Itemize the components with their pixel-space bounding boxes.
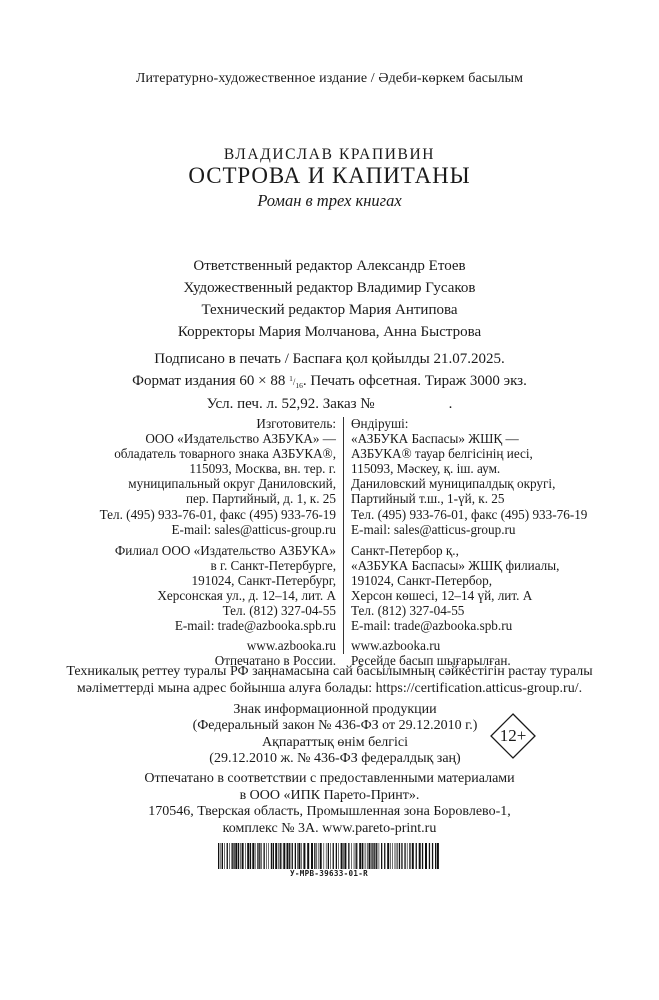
- barcode-bar: [297, 843, 298, 869]
- branch-line: Тел. (812) 327-04-55: [351, 603, 465, 619]
- credit-line: Ответственный редактор Александр Етоев: [193, 258, 466, 274]
- barcode-bar: [419, 843, 421, 869]
- barcode-bar: [221, 843, 222, 869]
- print-info: [0, 350, 659, 414]
- manufacturer-email: E-mail: sales@atticus-group.ru: [351, 521, 516, 537]
- barcode-bar: [295, 843, 296, 869]
- barcode-bar: [314, 843, 315, 869]
- barcode-bar: [224, 843, 225, 869]
- credit-line: Технический редактор Мария Антипова: [201, 302, 458, 318]
- format-fraction: [289, 374, 303, 390]
- barcode-bar: [367, 843, 368, 869]
- barcode-bar: [328, 843, 329, 869]
- info-sign-line: Знак информационной продукции: [233, 702, 437, 717]
- barcode-bar: [247, 843, 249, 869]
- barcode-bar: [261, 843, 262, 869]
- fraction-numerator: 1: [289, 374, 293, 383]
- manufacturer-column-kz: [351, 416, 631, 669]
- printer-line: Отпечатано в соответствии с предоставленными материалами: [144, 771, 515, 786]
- printer-line: комплекс № 3А. www.pareto-print.ru: [222, 820, 437, 836]
- barcode-bar: [282, 843, 283, 869]
- barcode-bar: [381, 843, 382, 869]
- fraction-slash: /: [292, 377, 296, 387]
- printer-line: в ООО «ИПК Парето-Принт».: [239, 787, 420, 803]
- barcode-bar: [390, 843, 391, 869]
- barcode-bar: [356, 843, 357, 869]
- printed-in: Ресейде басып шығарылған.: [351, 653, 511, 669]
- tech-regulation-line: мәліметтерді мына адрес бойынша алуға болады: https://certification.atticus-group.ru/.: [76, 681, 583, 696]
- manufacturer-line: 115093, Мәскеу, қ. іш. аум.: [351, 461, 501, 477]
- barcode-bar: [362, 843, 363, 869]
- barcode-bar: [371, 843, 372, 869]
- barcode-bar: [343, 843, 344, 869]
- barcode-bar: [404, 843, 405, 869]
- barcode-bar: [320, 843, 322, 869]
- barcode-bar: [422, 843, 423, 869]
- barcode-bar: [407, 843, 408, 869]
- info-sign-line: (29.12.2010 ж. № 436-ФЗ федералдық заң): [209, 751, 461, 767]
- barcode-bar: [326, 843, 327, 869]
- format-suffix: . Печать офсетная. Тираж 3000 экз.: [302, 373, 527, 389]
- barcode-bar: [374, 843, 375, 869]
- barcode-bar: [333, 843, 334, 869]
- book-title: ОСТРОВА И КАПИТАНЫ: [188, 163, 471, 188]
- barcode-bar: [330, 843, 331, 869]
- manufacturer-line: Тел. (495) 933-76-01, факс (495) 933-76-19: [351, 506, 588, 522]
- manufacturer-email: E-mail: sales@atticus-group.ru: [171, 521, 336, 537]
- author-name: ВЛАДИСЛАВ КРАПИВИН: [223, 146, 436, 163]
- barcode-bar: [399, 843, 400, 869]
- branch-line: «АЗБУКА Баспасы» ЖШҚ филиалы,: [351, 557, 560, 573]
- printed-in: Отпечатано в России.: [214, 653, 336, 669]
- barcode-bar: [437, 843, 439, 869]
- barcode-bar: [396, 843, 397, 869]
- info-sign-line: Ақпараттық өнім белгісі: [261, 734, 409, 750]
- barcode-bar: [280, 843, 281, 869]
- manufacturer-line: Даниловский муниципалдық округі,: [351, 476, 556, 492]
- barcode-bar: [259, 843, 260, 869]
- barcode-bar: [232, 843, 233, 869]
- barcode-bar: [348, 843, 349, 869]
- barcode-bar: [355, 843, 356, 869]
- branch-line: Санкт-Петербор қ.,: [351, 542, 459, 558]
- manufacturer-line: обладатель товарного знака АЗБУКА®,: [114, 446, 336, 462]
- manufacturer-line: «АЗБУКА Баспасы» ЖШҚ —: [351, 431, 519, 447]
- barcode-bar: [271, 843, 272, 869]
- website: www.azbooka.ru: [351, 638, 441, 654]
- printer-info: [0, 771, 659, 837]
- barcode-bar: [395, 843, 396, 869]
- barcode-bar: [255, 843, 256, 869]
- format-prefix: Формат издания 60 × 88: [132, 373, 290, 389]
- branch-line: Тел. (812) 327-04-55: [222, 603, 336, 619]
- barcode-bar: [364, 843, 365, 869]
- barcode-bar: [336, 843, 337, 869]
- sheets-order: Усл. печ. л. 52,92. Заказ №: [206, 395, 375, 412]
- barcode-bar: [372, 843, 373, 869]
- book-subtitle: Роман в трех книгах: [257, 191, 402, 210]
- barcode-bar: [283, 843, 285, 869]
- manufacturer-line: муниципальный округ Даниловский,: [128, 476, 336, 492]
- manufacturer-column-ru: [60, 416, 336, 669]
- tech-regulation-line: Техникалық реттеу туралы РФ заңнамасына сай басылымның сәйкестігін растау туралы: [66, 664, 593, 679]
- barcode-bar: [222, 843, 223, 869]
- barcode-bar: [275, 843, 277, 869]
- barcode-bar: [387, 843, 389, 869]
- info-product-sign: [150, 702, 520, 768]
- signed-date: Подписано в печать / Баспаға қол қойылды 21.07.2025.: [154, 351, 505, 367]
- barcode-bar: [301, 843, 302, 869]
- barcode-bar: [429, 843, 430, 869]
- barcode-bar: [412, 843, 414, 869]
- barcode-bar: [392, 843, 393, 869]
- barcode-bar: [273, 843, 274, 869]
- barcode-bar: [266, 843, 267, 869]
- barcode-bar: [303, 843, 305, 869]
- barcode-bar: [376, 843, 377, 869]
- editorial-credits: [0, 255, 659, 343]
- barcode-bar: [278, 843, 279, 869]
- barcode-bar: [292, 843, 293, 869]
- credit-line: Корректоры Мария Молчанова, Анна Быстрова: [177, 324, 482, 340]
- barcode-bar: [359, 843, 361, 869]
- manufacturer-line: пер. Партийный, д. 1, к. 25: [185, 491, 336, 507]
- barcode-bar: [289, 843, 290, 869]
- barcode-bar: [250, 843, 251, 869]
- branch-email: E-mail: trade@azbooka.spb.ru: [351, 618, 513, 634]
- barcode-bar: [227, 843, 228, 869]
- barcode-bar: [435, 843, 436, 869]
- manufacturer-line: Партийный т.ш., 1-үй, к. 25: [351, 491, 505, 507]
- barcode-bar: [338, 843, 339, 869]
- barcode-bar: [401, 843, 402, 869]
- barcode-bar: [416, 843, 417, 869]
- manufacturer-line: Изготовитель:: [256, 416, 336, 431]
- manufacturer-line: 115093, Москва, вн. тер. г.: [189, 461, 336, 477]
- barcode-bar: [384, 843, 385, 869]
- barcode-bar: [264, 843, 265, 869]
- barcode-bar: [324, 843, 325, 869]
- barcode-bar: [341, 843, 343, 869]
- website: www.azbooka.ru: [246, 638, 336, 654]
- barcode-bar: [238, 843, 239, 869]
- column-divider: [343, 417, 344, 654]
- barcode-bar: [233, 843, 234, 869]
- manufacturer-line: ООО «Издательство АЗБУКА» —: [145, 431, 336, 447]
- barcode-bar: [235, 843, 237, 869]
- manufacturer-line: Тел. (495) 933-76-01, факс (495) 933-76-19: [99, 506, 336, 522]
- barcode-icon: [218, 843, 440, 869]
- sheets-order-end: .: [448, 395, 453, 412]
- barcode-bar: [218, 843, 219, 869]
- barcode-bar: [351, 843, 352, 869]
- barcode-bar: [245, 843, 246, 869]
- credit-line: Художественный редактор Владимир Гусаков: [183, 280, 476, 296]
- branch-line: в г. Санкт-Петербурге,: [210, 557, 336, 573]
- branch-line: Херсон көшесі, 12–14 үй, лит. А: [351, 588, 533, 604]
- manufacturer-line: АЗБУКА® тауар белгісінің иесі,: [351, 446, 533, 462]
- barcode-bar: [397, 843, 398, 869]
- age-rating: 12+: [499, 726, 527, 745]
- barcode-bar: [240, 843, 241, 869]
- barcode-bar: [268, 843, 269, 869]
- branch-email: E-mail: trade@azbooka.spb.ru: [174, 618, 336, 634]
- barcode-bar: [242, 843, 244, 869]
- barcode-bar: [379, 843, 380, 869]
- barcode-bar: [307, 843, 309, 869]
- barcode-bar: [354, 843, 355, 869]
- fraction-denominator: 16: [295, 380, 303, 390]
- branch-line: 191024, Санкт-Петербург,: [191, 572, 336, 588]
- barcode-bar: [318, 843, 319, 869]
- barcode-bar: [432, 843, 433, 869]
- manufacturer-line: Өндіруші:: [351, 416, 409, 431]
- info-sign-line: (Федеральный закон № 436-ФЗ от 29.12.2010 г.): [192, 718, 478, 734]
- printer-line: 170546, Тверская область, Промышленная зона Боровлево-1,: [148, 804, 511, 819]
- format-line: [0, 369, 659, 395]
- barcode-bar: [344, 843, 346, 869]
- barcode-bar: [316, 843, 317, 869]
- sheets-order-line: [0, 395, 659, 414]
- branch-line: Филиал ООО «Издательство АЗБУКА»: [114, 542, 336, 558]
- barcode-bar: [369, 843, 371, 869]
- barcode-bar: [409, 843, 410, 869]
- barcode-bar: [252, 843, 254, 869]
- barcode-number: У-МРВ-39633-01-R: [290, 869, 368, 878]
- barcode-bar: [311, 843, 313, 869]
- barcode-bar: [298, 843, 300, 869]
- barcode-bar: [366, 843, 367, 869]
- barcode-bar: [257, 843, 258, 869]
- branch-line: Херсонская ул., д. 12–14, лит. А: [157, 588, 336, 604]
- tech-regulation-note: [0, 663, 659, 697]
- barcode-bar: [287, 843, 289, 869]
- barcode-bar: [425, 843, 427, 869]
- barcode-bar: [229, 843, 230, 869]
- series-line: Литературно-художественное издание / Әдеби-көркем басылым: [135, 71, 524, 86]
- branch-line: 191024, Санкт-Петербор,: [351, 572, 493, 588]
